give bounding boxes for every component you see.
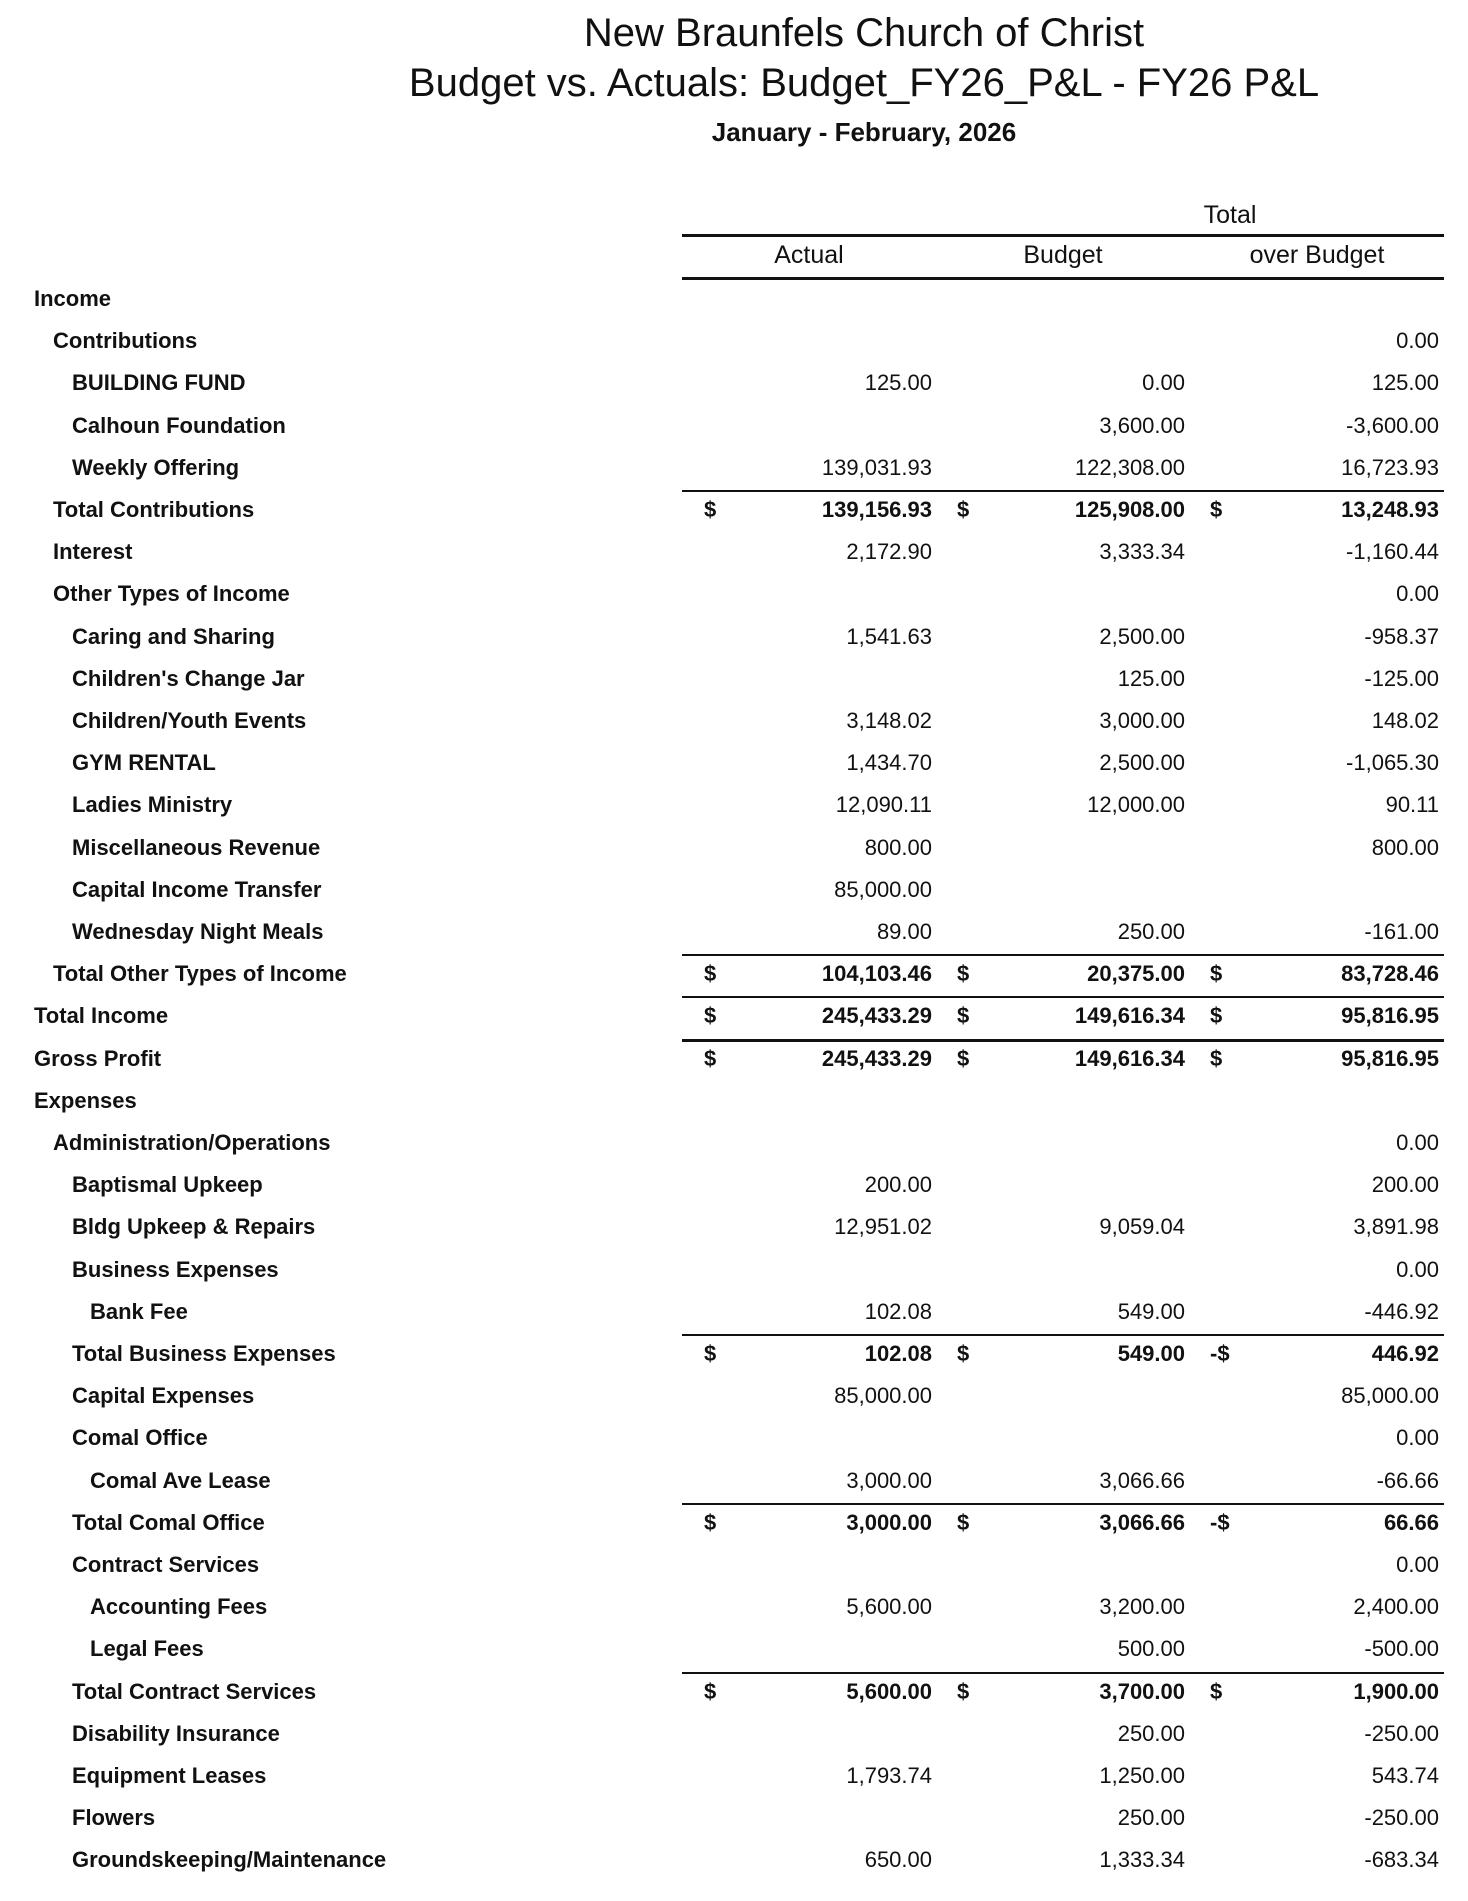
account-label: GYM RENTAL	[72, 750, 216, 776]
table-row	[0, 869, 1468, 911]
total-row	[0, 1038, 1468, 1080]
total-row	[0, 1502, 1468, 1544]
cell-budget: 250.00	[1117, 919, 1185, 944]
cell-budget: 122,308.00	[1074, 454, 1185, 480]
cell-actual: 200.00	[864, 1172, 932, 1198]
account-label: Accounting Fees	[90, 1594, 268, 1620]
table-row	[0, 1417, 1468, 1459]
table-row	[0, 362, 1468, 404]
table-row	[0, 1713, 1468, 1755]
cell-actual: 85,000.00	[834, 876, 932, 902]
cell-budget: 2,500.00	[1099, 623, 1185, 649]
cell-over: -125.00	[1364, 665, 1439, 691]
table-row	[0, 1249, 1468, 1291]
cell-actual: 12,090.11	[835, 792, 932, 818]
cell-over: 0.00	[1396, 1256, 1439, 1282]
table-row	[0, 784, 1468, 826]
table-row	[0, 1080, 1468, 1122]
account-label: Caring and Sharing	[72, 623, 275, 649]
cell-budget: 3,000.00	[1099, 708, 1185, 733]
header-rule-top	[682, 234, 1444, 237]
account-label: Children's Change Jar	[72, 665, 305, 691]
currency-symbol: $	[1210, 1003, 1223, 1029]
cell-actual: 3,000.00	[846, 1467, 932, 1493]
account-label: Legal Fees	[90, 1636, 204, 1662]
cell-budget: 549.00	[1117, 1298, 1185, 1324]
cell-over: 95,816.95	[1341, 1003, 1439, 1029]
cell-over: 446.92	[1371, 1341, 1439, 1366]
currency-symbol: $	[704, 1003, 717, 1029]
account-label: Administration/Operations	[53, 1130, 331, 1155]
table-row	[0, 700, 1468, 742]
currency-symbol: $	[1210, 1045, 1223, 1071]
currency-symbol: $	[957, 497, 970, 522]
cell-actual: 85,000.00	[834, 1383, 932, 1409]
cell-actual: 1,541.63	[846, 623, 932, 649]
currency-symbol: $	[704, 1045, 717, 1071]
total-rule	[682, 1334, 1444, 1336]
currency-symbol: $	[957, 1045, 970, 1071]
account-label: Capital Income Transfer	[72, 876, 322, 902]
table-row	[0, 1291, 1468, 1333]
account-label: Equipment Leases	[72, 1763, 267, 1788]
cell-over: -66.66	[1376, 1467, 1439, 1493]
table-row	[0, 1122, 1468, 1164]
cell-over: -500.00	[1364, 1636, 1439, 1662]
cell-over: 90.11	[1385, 792, 1439, 818]
account-label: Income	[34, 286, 112, 311]
currency-symbol: $	[957, 1678, 970, 1704]
cell-budget: 125,908.00	[1074, 497, 1185, 522]
table-row	[0, 911, 1468, 953]
currency-symbol: $	[1210, 497, 1223, 522]
table-row	[0, 742, 1468, 784]
table-row	[0, 827, 1468, 869]
table-row	[0, 1839, 1468, 1881]
cell-over: 0.00	[1396, 328, 1439, 354]
total-rule	[682, 954, 1444, 956]
cell-budget: 549.00	[1117, 1341, 1185, 1366]
cell-over: 2,400.00	[1353, 1594, 1439, 1620]
cell-actual: 89.00	[876, 919, 932, 944]
account-label: Bank Fee	[90, 1298, 188, 1324]
cell-budget: 3,200.00	[1099, 1594, 1185, 1620]
cell-over: -958.37	[1364, 623, 1439, 649]
account-label: BUILDING FUND	[72, 370, 246, 396]
total-rule	[682, 996, 1444, 998]
cell-actual: 1,434.70	[846, 750, 932, 776]
table-row	[0, 1586, 1468, 1628]
table-row	[0, 1755, 1468, 1797]
cell-over: -250.00	[1364, 1720, 1439, 1746]
total-row	[0, 489, 1468, 531]
cell-over: 148.02	[1371, 708, 1439, 733]
account-label: Wednesday Night Meals	[72, 919, 324, 944]
total-row	[0, 1333, 1468, 1375]
cell-budget: 3,600.00	[1099, 412, 1185, 438]
cell-budget: 250.00	[1117, 1805, 1185, 1831]
currency-symbol: $	[704, 961, 717, 987]
total-rule	[682, 1672, 1444, 1674]
currency-symbol: $	[704, 1678, 717, 1704]
cell-over: -250.00	[1364, 1805, 1439, 1831]
table-row	[0, 405, 1468, 447]
cell-over: -446.92	[1364, 1298, 1439, 1324]
cell-over: -3,600.00	[1346, 412, 1439, 438]
table-row	[0, 573, 1468, 615]
account-label: Interest	[53, 539, 133, 565]
cell-over: 0.00	[1396, 1130, 1439, 1155]
account-label: Baptismal Upkeep	[72, 1172, 263, 1198]
cell-actual: 245,433.29	[821, 1003, 932, 1029]
cell-actual: 245,433.29	[821, 1045, 932, 1071]
cell-actual: 650.00	[864, 1847, 932, 1873]
cell-over: 85,000.00	[1341, 1383, 1439, 1409]
cell-actual: 139,156.93	[821, 497, 932, 522]
account-label: Calhoun Foundation	[72, 412, 286, 438]
account-label: Total Contributions	[53, 497, 255, 522]
table-row	[0, 447, 1468, 489]
cell-over: 0.00	[1396, 1425, 1439, 1451]
account-label: Ladies Ministry	[72, 792, 233, 818]
total-row	[0, 953, 1468, 995]
currency-symbol: $	[957, 1509, 970, 1535]
cell-actual: 5,600.00	[846, 1594, 932, 1620]
account-label: Business Expenses	[72, 1256, 279, 1282]
cell-over: -161.00	[1364, 919, 1439, 944]
account-label: Flowers	[72, 1805, 156, 1831]
cell-over: -1,065.30	[1346, 750, 1439, 776]
account-label: Comal Ave Lease	[90, 1467, 271, 1493]
report-title: Budget vs. Actuals: Budget_FY26_P&L - FY26 P&L	[408, 61, 1320, 105]
cell-actual: 5,600.00	[846, 1678, 932, 1704]
cell-budget: 149,616.34	[1074, 1045, 1185, 1071]
cell-budget: 20,375.00	[1087, 961, 1185, 987]
total-rule	[682, 490, 1444, 492]
cell-over: 543.74	[1371, 1763, 1439, 1788]
account-label: Bldg Upkeep & Repairs	[72, 1214, 316, 1240]
cell-over: -1,160.44	[1346, 539, 1439, 565]
cell-budget: 2,500.00	[1099, 750, 1185, 776]
currency-symbol: $	[957, 1003, 970, 1029]
cell-over: 3,891.98	[1353, 1214, 1439, 1240]
cell-actual: 139,031.93	[821, 454, 932, 480]
account-label: Children/Youth Events	[72, 708, 307, 733]
cell-actual: 102.08	[864, 1298, 932, 1324]
table-row	[0, 1375, 1468, 1417]
cell-budget: 12,000.00	[1087, 792, 1185, 818]
cell-budget: 250.00	[1117, 1720, 1185, 1746]
cell-budget: 9,059.04	[1099, 1214, 1185, 1240]
total-rule	[682, 1039, 1444, 1042]
column-group-header: Total	[1203, 201, 1257, 229]
cell-over: 0.00	[1396, 581, 1439, 607]
cell-actual: 104,103.46	[821, 961, 932, 987]
account-label: Comal Office	[72, 1425, 208, 1451]
table-row	[0, 1460, 1468, 1502]
cell-budget: 3,333.34	[1099, 539, 1185, 565]
cell-over: 13,248.93	[1341, 497, 1439, 522]
cell-over: 66.66	[1383, 1509, 1439, 1535]
table-row	[0, 1206, 1468, 1248]
cell-actual: 12,951.02	[834, 1214, 932, 1240]
cell-over: 95,816.95	[1341, 1045, 1439, 1071]
account-label: Groundskeeping/Maintenance	[72, 1847, 387, 1873]
column-header-actual: Actual	[774, 241, 844, 269]
account-label: Expenses	[34, 1087, 137, 1113]
cell-budget: 3,066.66	[1099, 1467, 1185, 1493]
currency-symbol: $	[957, 961, 970, 987]
total-row	[0, 1671, 1468, 1713]
column-header-budget: Budget	[1023, 241, 1103, 269]
organization-name: New Braunfels Church of Christ	[583, 11, 1145, 55]
account-label: Total Business Expenses	[72, 1341, 336, 1366]
currency-symbol: $	[1210, 1678, 1223, 1704]
cell-over: 16,723.93	[1341, 454, 1439, 480]
account-label: Total Contract Services	[72, 1678, 317, 1704]
account-label: Total Income	[34, 1003, 169, 1029]
total-rule	[682, 1503, 1444, 1505]
cell-budget: 0.00	[1142, 370, 1185, 396]
cell-actual: 2,172.90	[846, 539, 932, 565]
currency-symbol: $	[704, 497, 717, 522]
currency-symbol: $	[704, 1509, 717, 1535]
currency-symbol: $	[957, 1341, 970, 1366]
account-label: Gross Profit	[34, 1045, 162, 1071]
cell-actual: 3,000.00	[846, 1509, 932, 1535]
cell-over: 1,900.00	[1353, 1678, 1439, 1704]
table-row	[0, 278, 1468, 320]
account-label: Disability Insurance	[72, 1720, 280, 1746]
total-row	[0, 995, 1468, 1037]
cell-budget: 3,066.66	[1099, 1509, 1185, 1535]
currency-symbol: $	[704, 1341, 717, 1366]
table-row	[0, 616, 1468, 658]
table-row	[0, 1628, 1468, 1670]
currency-symbol: -$	[1210, 1509, 1230, 1535]
cell-over: 125.00	[1371, 370, 1439, 396]
account-label: Total Comal Office	[72, 1509, 265, 1535]
cell-over: 83,728.46	[1341, 961, 1439, 987]
cell-actual: 102.08	[864, 1341, 932, 1366]
account-label: Total Other Types of Income	[53, 961, 347, 987]
account-label: Miscellaneous Revenue	[72, 834, 321, 860]
table-row	[0, 658, 1468, 700]
cell-budget: 149,616.34	[1074, 1003, 1185, 1029]
table-row	[0, 320, 1468, 362]
cell-over: 0.00	[1396, 1552, 1439, 1577]
account-label: Capital Expenses	[72, 1383, 255, 1409]
cell-actual: 125.00	[864, 370, 932, 396]
account-label: Other Types of Income	[53, 581, 290, 607]
cell-over: 800.00	[1371, 834, 1439, 860]
account-label: Contract Services	[72, 1552, 260, 1577]
account-label: Contributions	[53, 328, 198, 354]
account-label: Weekly Offering	[72, 454, 240, 480]
table-row	[0, 531, 1468, 573]
cell-budget: 500.00	[1117, 1636, 1185, 1662]
table-row	[0, 1797, 1468, 1839]
cell-over: -683.34	[1364, 1847, 1439, 1873]
cell-budget: 125.00	[1117, 665, 1185, 691]
table-row	[0, 1164, 1468, 1206]
currency-symbol: -$	[1210, 1341, 1230, 1366]
cell-actual: 800.00	[864, 834, 932, 860]
cell-budget: 1,250.00	[1099, 1763, 1185, 1788]
cell-budget: 1,333.34	[1099, 1847, 1185, 1873]
cell-budget: 3,700.00	[1099, 1678, 1185, 1704]
column-header-over-budget: over Budget	[1249, 241, 1385, 269]
cell-actual: 3,148.02	[846, 708, 932, 733]
cell-over: 200.00	[1371, 1172, 1439, 1198]
cell-actual: 1,793.74	[846, 1763, 932, 1788]
currency-symbol: $	[1210, 961, 1223, 987]
table-row	[0, 1544, 1468, 1586]
report-period: January - February, 2026	[711, 117, 1017, 147]
